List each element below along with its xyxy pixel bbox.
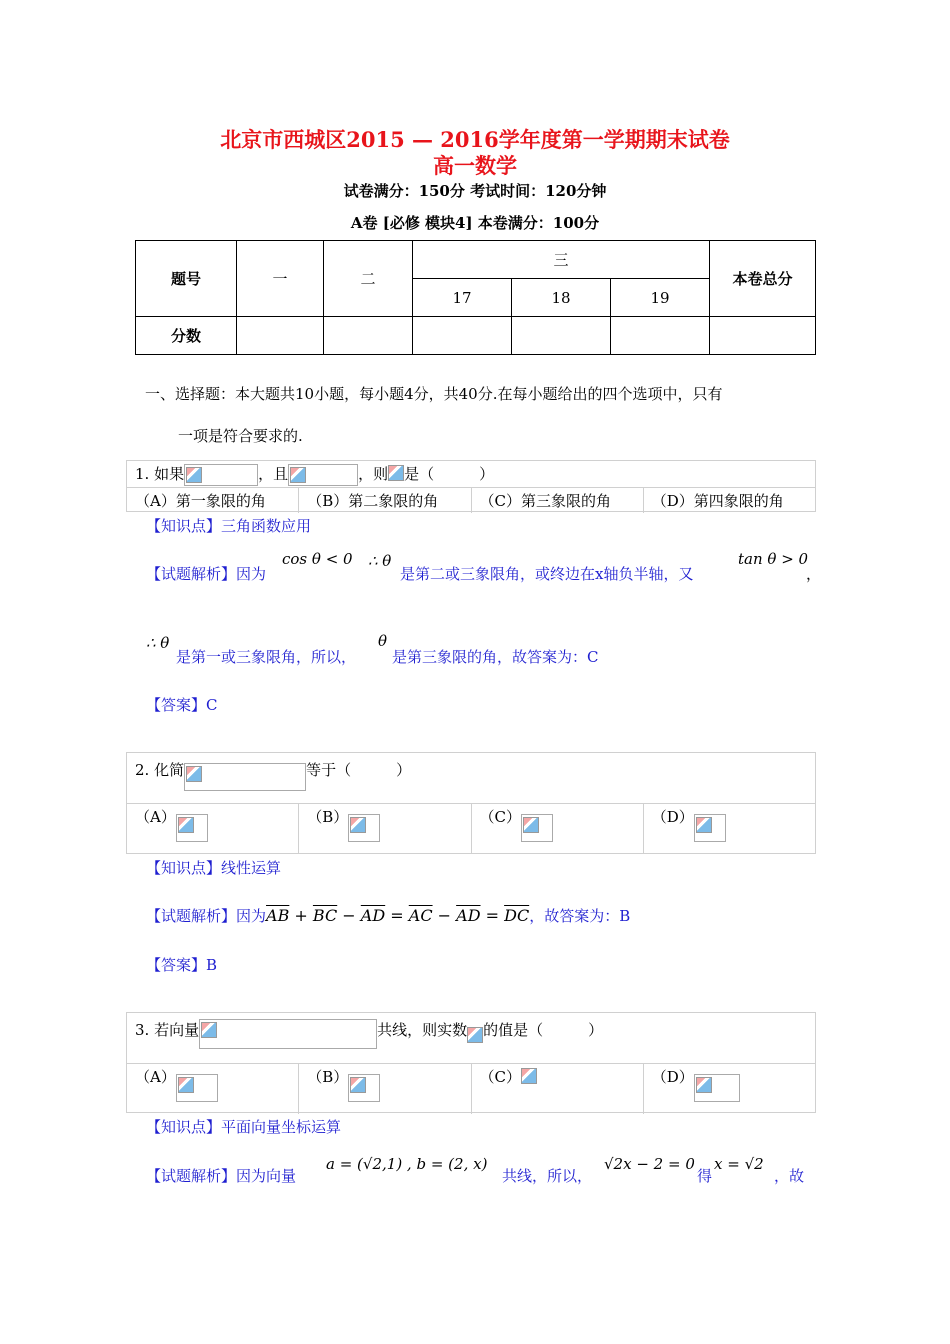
- th-19: 19: [611, 279, 710, 317]
- exam-subject: 高一数学: [433, 153, 517, 178]
- option-image: [348, 1074, 380, 1102]
- broken-image-icon: [350, 817, 366, 833]
- q3-option-c: （C）: [471, 1064, 643, 1114]
- q2-option-d: （D）: [643, 804, 815, 854]
- q1-knowledge-point: 【知识点】三角函数应用: [146, 517, 312, 535]
- q3-stem: 3. 若向量 共线，则实数 的值是（ ）: [127, 1013, 815, 1063]
- q3-formula-image: [199, 1019, 377, 1049]
- broken-image-icon: [523, 817, 539, 833]
- q3-knowledge-point: 【知识点】平面向量坐标运算: [146, 1118, 342, 1136]
- q1-math-therefore: ∴ θ: [368, 552, 392, 570]
- q2-option-c: （C）: [471, 804, 643, 854]
- score-cell: [512, 317, 611, 355]
- section-title: A卷 [必修 模块4] 本卷满分：100分: [350, 214, 600, 232]
- th-3: 三: [413, 241, 710, 279]
- q1-math-cos: cos θ < 0: [282, 550, 353, 568]
- q3-analysis-text1: 共线，所以，: [502, 1167, 593, 1185]
- q1-analysis-label: 【试题解析】因为: [146, 565, 267, 583]
- broken-image-icon: [186, 467, 202, 483]
- q3-analysis-text2: 得: [697, 1167, 713, 1185]
- q1-option-c: （C）第三象限的角: [471, 488, 643, 513]
- q3-option-b: （B）: [298, 1064, 470, 1114]
- th-18: 18: [512, 279, 611, 317]
- q3-math-result: x = √2: [714, 1155, 764, 1173]
- q2-stem: 2. 化简 等于（ ）: [127, 753, 815, 803]
- option-image: [176, 1074, 218, 1102]
- option-image: [694, 814, 726, 842]
- option-image: [348, 814, 380, 842]
- q2-options: [127, 803, 815, 854]
- q1-stem: 1. 如果 ，且 ，则 是（ ）: [127, 461, 815, 487]
- q1-option-d: （D）第四象限的角: [643, 488, 815, 513]
- q3-analysis: 【试题解析】因为向量: [146, 1167, 297, 1185]
- q3-math-vectors: a = (√2,1) , b = (2, x): [326, 1155, 488, 1173]
- q2-option-b: （B）: [298, 804, 470, 854]
- broken-image-icon: [521, 1068, 537, 1084]
- score-table: [135, 240, 816, 355]
- score-cell: [413, 317, 512, 355]
- q1-formula-image: [288, 464, 358, 486]
- broken-image-icon: [388, 465, 404, 481]
- broken-image-icon: [290, 467, 306, 483]
- q2-formula-image: [184, 763, 306, 791]
- broken-image-icon: [178, 1077, 194, 1093]
- broken-image-icon: [467, 1027, 483, 1043]
- q1-math-theta: θ: [378, 632, 388, 650]
- th-17: 17: [413, 279, 512, 317]
- exam-title: 北京市西城区2015 — 2016学年度第一学期期末试卷: [220, 127, 730, 152]
- q2-option-a: （A）: [127, 804, 298, 854]
- question-3-box: [126, 1012, 816, 1113]
- th-tihao: 题号: [136, 241, 237, 317]
- part1-intro-line2: 一项是符合要求的.: [178, 427, 303, 445]
- score-cell: [710, 317, 816, 355]
- row-score-label: 分数: [136, 317, 237, 355]
- q3-analysis-text3: ，故: [774, 1167, 805, 1185]
- exam-info: 试卷满分：150分 考试时间：120分钟: [343, 182, 607, 200]
- question-2-box: [126, 752, 816, 854]
- q1-formula-image: [184, 464, 258, 486]
- option-image: [694, 1074, 740, 1102]
- score-cell: [324, 317, 413, 355]
- q3-math-equation: √2x − 2 = 0: [604, 1155, 695, 1173]
- q1-answer: 【答案】C: [146, 696, 218, 714]
- q1-math-therefore2: ∴ θ: [146, 634, 170, 652]
- question-1-box: [126, 460, 816, 512]
- broken-image-icon: [350, 1077, 366, 1093]
- q2-answer: 【答案】B: [146, 956, 218, 974]
- option-image: [521, 814, 553, 842]
- broken-image-icon: [178, 817, 194, 833]
- q1-option-a: （A）第一象限的角: [135, 492, 266, 510]
- q2-knowledge-point: 【知识点】线性运算: [146, 859, 282, 877]
- broken-image-icon: [186, 766, 202, 782]
- broken-image-icon: [201, 1022, 217, 1038]
- broken-image-icon: [696, 817, 712, 833]
- q1-option-b: （B）第二象限的角: [298, 488, 470, 513]
- th-1: 一: [237, 241, 324, 317]
- score-cell: [611, 317, 710, 355]
- q1-math-tan: tan θ > 0: [738, 550, 809, 568]
- part1-intro-line1: 一、选择题：本大题共10小题，每小题4分，共40分.在每小题给出的四个选项中，只有: [145, 385, 723, 403]
- th-2: 二: [324, 241, 413, 317]
- q1-analysis-text3: 是第三象限的角，故答案为：C: [392, 648, 599, 666]
- th-total: 本卷总分: [710, 241, 816, 317]
- score-cell: [237, 317, 324, 355]
- q1-analysis-text1: 是第二或三象限角，或终边在x轴负半轴，又: [400, 565, 694, 583]
- q2-analysis: 【试题解析】因为$\overline{AB} + \overline{BC} - \overline{AD} = \overline{AC} - \overline{AD} = \overline{DC}$，故答案为：B: [146, 906, 631, 925]
- q1-analysis-text2: 是第一或三象限角，所以，: [176, 648, 357, 666]
- q3-options: [127, 1063, 815, 1114]
- broken-image-icon: [696, 1077, 712, 1093]
- q3-option-d: （D）: [643, 1064, 815, 1114]
- q3-option-a: （A）: [127, 1064, 298, 1114]
- option-image: [176, 814, 208, 842]
- q1-options: [127, 487, 815, 513]
- q2-vector-expression: $\overline{AB} + \overline{BC} - \overline{AD} = \overline{AC} - \overline{AD} = \overline{DC}$: [266, 906, 530, 925]
- q1-comma: ，: [806, 565, 822, 583]
